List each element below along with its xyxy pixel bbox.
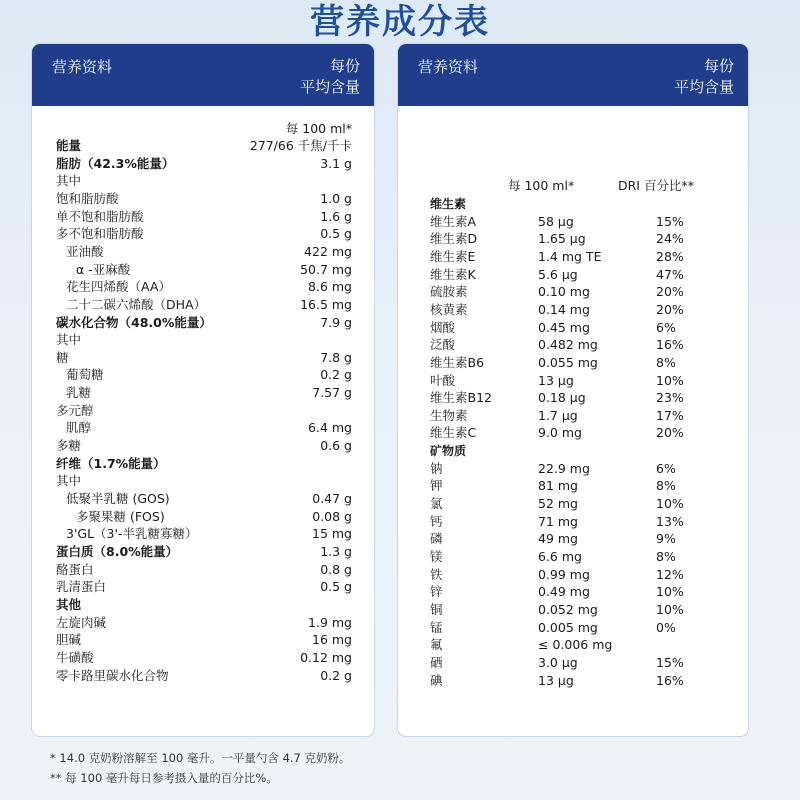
right-row-label: 氟 — [430, 637, 443, 653]
right-row-label: 维生素B6 — [430, 354, 485, 370]
right-per-unit: 每 100 ml* — [508, 178, 575, 193]
left-header-per-serving — [300, 56, 360, 98]
right-row-amount: 1.7 μg — [538, 407, 578, 423]
left-row-label: 其他 — [56, 596, 82, 612]
right-table-row — [398, 601, 748, 619]
right-nutrition-panel — [398, 44, 748, 736]
left-table-row — [32, 349, 374, 367]
right-row-label: 氯 — [430, 496, 443, 512]
right-panel-header — [398, 44, 748, 106]
right-row-amount: 1.4 mg TE — [538, 248, 602, 264]
right-row-dri: 20% — [656, 284, 684, 300]
right-row-label: 锌 — [430, 584, 443, 600]
right-row-label: 维生素C — [430, 425, 477, 441]
left-row-label: 其中 — [56, 473, 82, 489]
right-row-amount: 13 μg — [538, 372, 574, 388]
right-row-amount: 0.055 mg — [538, 354, 598, 370]
right-table-row — [398, 513, 748, 531]
left-table-row — [32, 402, 374, 420]
right-row-dri: 24% — [656, 231, 684, 247]
right-row-dri: 9% — [656, 531, 676, 547]
left-row-amount: 1.3 g — [320, 543, 352, 559]
left-table-row — [32, 596, 374, 614]
right-row-dri: 20% — [656, 425, 684, 441]
right-row-label: 钙 — [430, 513, 443, 529]
right-row-amount: 58 μg — [538, 213, 574, 229]
left-panel-header — [32, 44, 374, 106]
left-header-label: 营养资料 — [52, 58, 113, 76]
right-row-dri: 20% — [656, 301, 684, 317]
left-table-row — [32, 455, 374, 473]
left-row-amount: 6.4 mg — [308, 420, 352, 436]
right-row-amount: 81 mg — [538, 478, 578, 494]
right-table-row — [398, 495, 748, 513]
left-row-label: 多元醇 — [56, 402, 94, 418]
left-table-row — [32, 190, 374, 208]
left-table-row — [32, 561, 374, 579]
left-table-row — [32, 243, 374, 261]
right-table-row — [398, 354, 748, 372]
right-row-dri: 16% — [656, 672, 684, 688]
left-row-amount: 0.6 g — [320, 438, 352, 454]
left-table-row — [32, 137, 374, 155]
left-row-label: 花生四烯酸（AA） — [66, 279, 171, 295]
right-row-dri: 15% — [656, 654, 684, 670]
right-row-label: 硫胺素 — [430, 284, 468, 300]
right-row-label: 锰 — [430, 619, 443, 635]
right-table-row — [398, 548, 748, 566]
left-row-label: 牛磺酸 — [56, 649, 94, 665]
right-row-amount: 0.052 mg — [538, 601, 598, 617]
left-table-row — [32, 155, 374, 173]
left-table-row — [32, 667, 374, 685]
left-row-amount: 50.7 mg — [300, 261, 352, 277]
right-panel-body — [398, 106, 748, 736]
right-row-amount: 9.0 mg — [538, 425, 582, 441]
right-table-row — [398, 301, 748, 319]
right-table-row — [398, 477, 748, 495]
left-row-label: 亚油酸 — [66, 243, 104, 259]
right-row-label: 维生素D — [430, 231, 478, 247]
right-row-dri: 8% — [656, 549, 676, 564]
left-row-label: 乳清蛋白 — [56, 579, 107, 595]
right-table-row — [398, 424, 748, 442]
left-table-row — [32, 525, 374, 543]
right-table-row — [398, 248, 748, 266]
right-row-amount: 13 μg — [538, 672, 574, 688]
left-row-label: 肌醇 — [66, 420, 92, 436]
right-row-amount: 0.14 mg — [538, 301, 590, 317]
right-row-dri: 28% — [656, 248, 684, 264]
left-table-row — [32, 649, 374, 667]
left-row-label: 酪蛋白 — [56, 561, 94, 577]
right-row-dri: 12% — [656, 566, 684, 582]
left-row-amount: 16.5 mg — [300, 296, 352, 312]
right-row-amount: 0.49 mg — [538, 584, 590, 600]
right-table-row — [398, 672, 748, 690]
right-table-row — [398, 566, 748, 584]
left-row-amount: 0.12 mg — [300, 649, 352, 665]
right-row-dri: 8% — [656, 354, 676, 370]
right-table-row — [398, 230, 748, 248]
right-row-amount: 0.45 mg — [538, 319, 590, 335]
left-row-label: 葡萄糖 — [66, 367, 104, 383]
left-row-amount: 16 mg — [312, 632, 352, 648]
right-row-label: 维生素K — [430, 266, 476, 282]
left-row-amount: 3.1 g — [320, 155, 352, 171]
left-row-label: 能量 — [56, 138, 82, 153]
left-row-amount: 0.5 g — [320, 579, 352, 595]
right-table-row — [398, 583, 748, 601]
right-row-label: 叶酸 — [430, 372, 456, 388]
left-table-row — [32, 437, 374, 455]
left-row-amount: 0.47 g — [312, 491, 352, 506]
left-row-label: α -亚麻酸 — [76, 261, 131, 277]
left-row-label: 多糖 — [56, 438, 82, 454]
left-table-row — [32, 261, 374, 279]
left-row-label: 单不饱和脂肪酸 — [56, 208, 144, 224]
right-row-amount: 0.99 mg — [538, 566, 590, 582]
left-row-label: 低聚半乳糖 (GOS) — [66, 491, 170, 506]
right-row-dri: 10% — [656, 584, 684, 600]
left-row-amount: 0.2 g — [320, 367, 352, 383]
left-row-amount: 0.5 g — [320, 226, 352, 242]
right-table-row — [398, 636, 748, 654]
right-row-label: 维生素A — [430, 213, 477, 229]
right-header-per-2: 平均含量 — [673, 78, 734, 96]
left-row-label: 其中 — [56, 332, 82, 348]
right-table-row — [398, 213, 748, 231]
right-row-amount: 49 mg — [538, 531, 578, 547]
right-row-dri: 23% — [656, 390, 684, 406]
left-row-amount: 0.8 g — [320, 561, 352, 577]
left-row-label: 二十二碳六烯酸（DHA） — [66, 296, 207, 312]
right-row-label: 维生素B12 — [430, 390, 492, 406]
left-header-per-1: 每份 — [329, 57, 360, 75]
left-row-amount: 0.08 g — [312, 508, 352, 524]
left-panel-body — [32, 106, 374, 736]
right-row-label: 铁 — [430, 566, 443, 582]
right-row-label: 铜 — [430, 601, 443, 617]
left-table-row — [32, 508, 374, 526]
right-table-row — [398, 530, 748, 548]
right-row-amount: 1.65 μg — [538, 231, 586, 247]
left-row-amount: 422 mg — [304, 243, 352, 259]
left-row-label: 碳水化合物（48.0%能量） — [56, 314, 212, 330]
right-table-row — [398, 654, 748, 672]
right-row-label: 钾 — [430, 478, 443, 494]
right-row-amount: 6.6 mg — [538, 549, 582, 564]
right-row-dri: 10% — [656, 601, 684, 617]
right-table-row — [398, 336, 748, 354]
right-row-label: 硒 — [430, 654, 443, 670]
left-table-row — [32, 543, 374, 561]
left-row-amount: 1.0 g — [320, 190, 352, 206]
right-row-dri: 15% — [656, 213, 684, 229]
right-row-amount: 0.482 mg — [538, 337, 598, 353]
left-row-label: 3'GL（3'-半乳糖寡糖） — [66, 526, 198, 542]
left-nutrition-panel — [32, 44, 374, 736]
left-row-label: 多不饱和脂肪酸 — [56, 226, 144, 242]
right-row-amount: 52 mg — [538, 496, 578, 512]
right-row-amount: 71 mg — [538, 513, 578, 529]
right-row-dri: 16% — [656, 337, 684, 353]
left-table-row — [32, 631, 374, 649]
left-table-row — [32, 296, 374, 314]
right-row-label: 泛酸 — [430, 337, 456, 353]
right-row-amount: 0.18 μg — [538, 390, 586, 406]
left-row-amount: 15 mg — [312, 526, 352, 542]
left-table-row — [32, 172, 374, 190]
right-row-amount: 22.9 mg — [538, 460, 590, 476]
left-row-amount: 277/66 千焦/千卡 — [249, 138, 352, 153]
left-row-label: 多聚果糖 (FOS) — [76, 508, 165, 524]
right-dri-header: DRI 百分比** — [618, 178, 694, 193]
right-row-amount: 5.6 μg — [538, 266, 578, 282]
left-table-row — [32, 278, 374, 296]
left-table-row — [32, 366, 374, 384]
right-row-dri: 13% — [656, 513, 684, 529]
left-row-amount: 7.9 g — [320, 314, 352, 330]
left-table-row — [32, 331, 374, 349]
right-row-dri: 10% — [656, 496, 684, 512]
right-header-label: 营养资料 — [418, 58, 479, 76]
right-row-label: 碘 — [430, 672, 443, 688]
right-table-row — [398, 372, 748, 390]
left-table-row — [32, 225, 374, 243]
right-table-row — [398, 619, 748, 637]
right-header-per-serving — [674, 56, 734, 98]
left-row-label: 纤维（1.7%能量） — [56, 455, 166, 471]
left-table-row — [32, 472, 374, 490]
right-row-amount: ≤ 0.006 mg — [538, 637, 613, 653]
left-table-row — [32, 208, 374, 226]
left-row-amount: 1.9 mg — [308, 614, 352, 630]
left-row-label: 胆碱 — [56, 632, 82, 648]
right-row-amount: 0.005 mg — [538, 619, 598, 635]
left-row-amount: 1.6 g — [320, 208, 352, 224]
left-row-amount: 8.6 mg — [308, 279, 352, 295]
right-row-label: 核黄素 — [430, 301, 468, 317]
left-row-amount: 7.8 g — [320, 349, 352, 365]
right-row-dri: 6% — [656, 460, 676, 476]
right-row-label: 维生素 — [430, 197, 467, 211]
left-table-row — [32, 384, 374, 402]
right-table-row — [398, 319, 748, 337]
right-row-label: 矿物质 — [430, 444, 467, 459]
right-row-label: 镁 — [430, 549, 443, 564]
left-per-unit: 每 100 ml* — [285, 121, 352, 136]
right-row-amount: 0.10 mg — [538, 284, 590, 300]
right-header-per-1: 每份 — [703, 57, 734, 75]
page-title: 营养成分表 — [310, 2, 490, 42]
left-table-row — [32, 490, 374, 508]
right-row-label: 烟酸 — [430, 319, 456, 335]
right-row-label: 钠 — [430, 460, 443, 476]
footnotes — [50, 748, 351, 788]
right-table-row — [398, 283, 748, 301]
left-table-row — [32, 314, 374, 332]
left-row-label: 脂肪（42.3%能量） — [56, 155, 175, 171]
right-row-dri: 10% — [656, 372, 684, 388]
right-section-header — [398, 442, 748, 460]
right-row-dri: 0% — [656, 619, 676, 635]
left-row-label: 饱和脂肪酸 — [56, 190, 119, 206]
right-table-row — [398, 407, 748, 425]
left-row-amount: 0.2 g — [320, 667, 352, 683]
footnote-2: ** 每 100 毫升每日参考摄入量的百分比%。 — [50, 771, 278, 785]
right-row-dri: 47% — [656, 266, 684, 282]
right-table-row — [398, 389, 748, 407]
left-header-per-2: 平均含量 — [299, 78, 360, 96]
right-row-label: 维生素E — [430, 248, 476, 264]
left-row-label: 蛋白质（8.0%能量） — [56, 543, 179, 559]
right-row-dri: 17% — [656, 407, 684, 423]
left-row-label: 糖 — [56, 349, 69, 365]
left-table-row — [32, 419, 374, 437]
left-row-label: 零卡路里碳水化合物 — [56, 667, 169, 683]
footnote-1: * 14.0 克奶粉溶解至 100 毫升。一平量勺含 4.7 克奶粉。 — [50, 751, 351, 765]
right-table-row — [398, 266, 748, 284]
left-row-label: 乳糖 — [66, 385, 92, 401]
left-row-amount: 7.57 g — [312, 385, 352, 401]
left-table-row — [32, 614, 374, 632]
left-row-label: 其中 — [56, 173, 82, 189]
right-section-header — [398, 195, 748, 213]
right-row-dri: 8% — [656, 478, 676, 494]
left-row-label: 左旋肉碱 — [56, 614, 107, 630]
right-table-row — [398, 460, 748, 478]
left-table-row — [32, 578, 374, 596]
right-row-label: 生物素 — [430, 407, 468, 423]
right-row-dri: 6% — [656, 319, 676, 335]
right-row-label: 磷 — [430, 531, 443, 547]
right-row-amount: 3.0 μg — [538, 654, 578, 670]
